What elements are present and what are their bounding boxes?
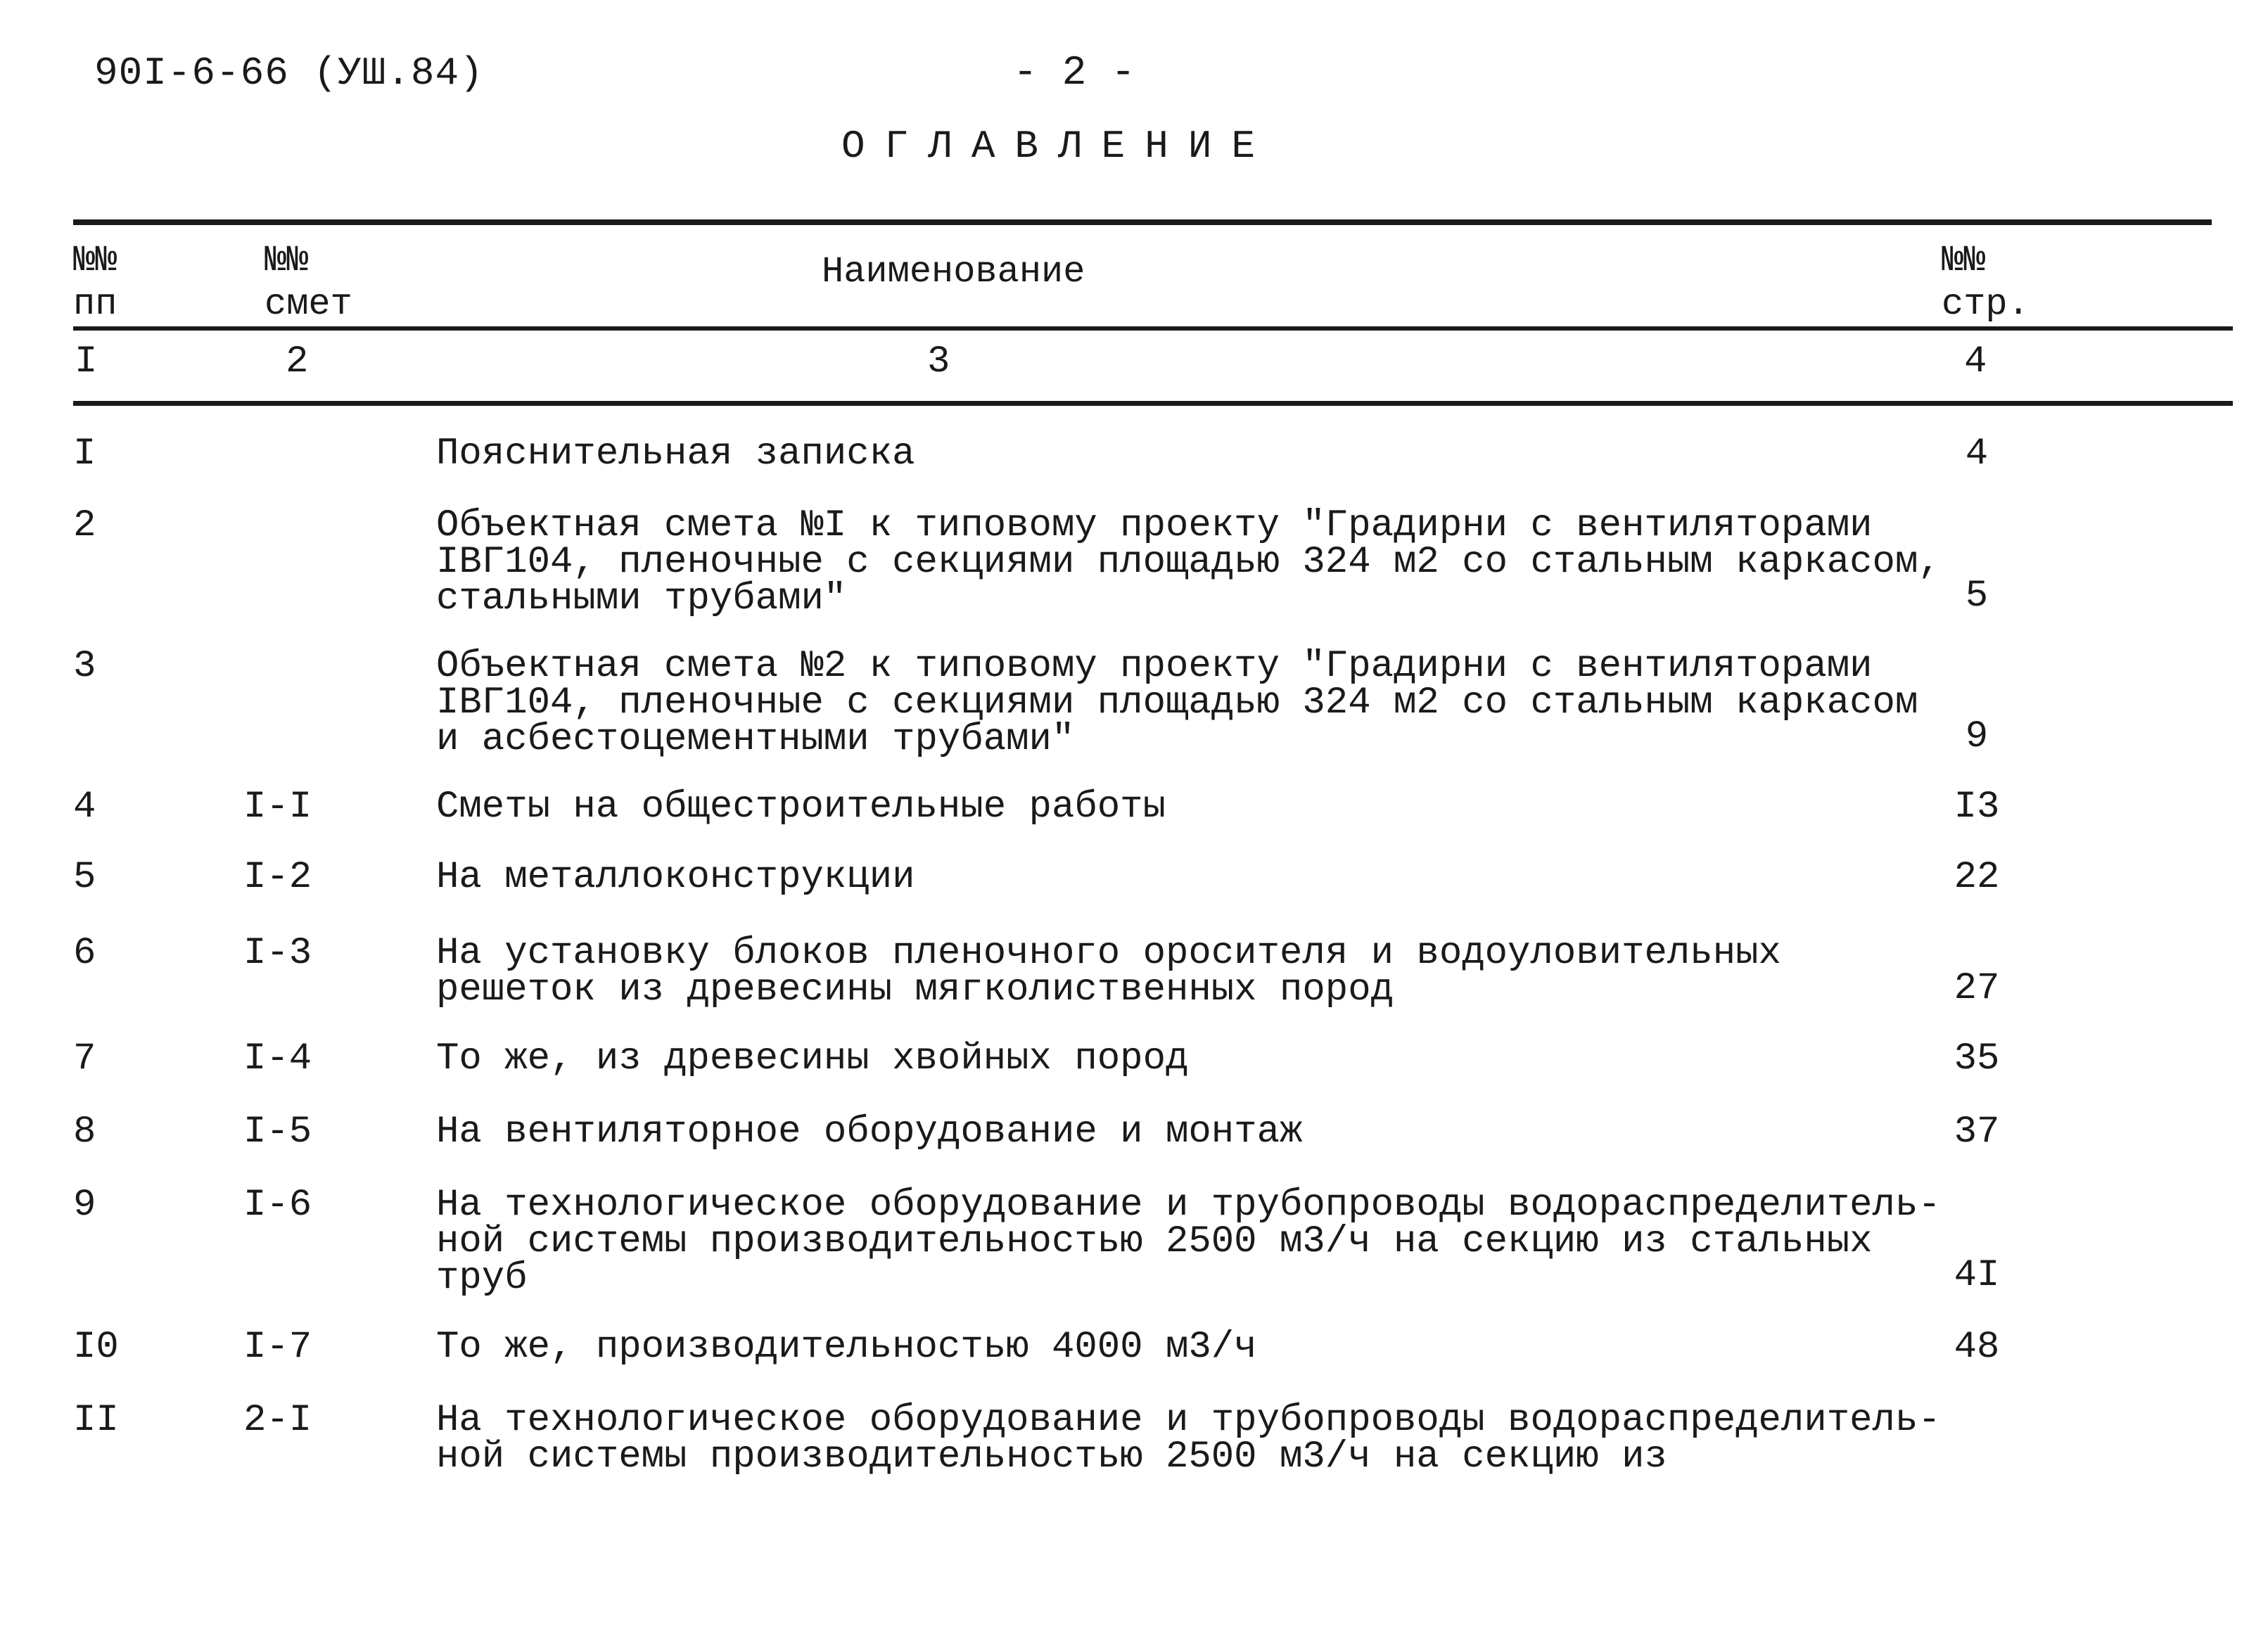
column-number-1: I <box>75 340 98 383</box>
row-estimate-number: I-6 <box>243 1184 312 1227</box>
row-estimate-number: I-4 <box>243 1037 312 1080</box>
header-col-page-line2: стр. <box>1942 283 2030 325</box>
column-number-2: 2 <box>286 340 309 383</box>
header-col-name-line1: Наименование <box>822 251 1085 293</box>
row-page-number: 37 <box>1954 1111 2000 1153</box>
row-title-line: Объектная смета №I к типовому проекту "Градирни с вентиляторами <box>436 504 1873 547</box>
row-title-line: То же, производительностью 4000 м3/ч <box>436 1326 1257 1369</box>
row-title-line: На установку блоков пленочного оросителя и водоуловительных <box>436 932 1781 975</box>
row-title-line: Сметы на общестроительные работы <box>436 786 1166 829</box>
row-title-line: решеток из древесины мягколиственных пород <box>436 969 1394 1011</box>
row-estimate-number: I-7 <box>243 1326 312 1369</box>
document-title: ОГЛАВЛЕНИЕ <box>841 124 1275 169</box>
row-title-line: ной системы производительностью 2500 м3/ч на секцию из стальных <box>436 1220 1873 1263</box>
row-title-line: Пояснительная записка <box>436 433 915 475</box>
page-number: - 2 - <box>1013 51 1136 96</box>
row-title <box>436 1111 1928 1153</box>
row-number: 3 <box>73 645 96 688</box>
row-title <box>436 1184 1941 1300</box>
row-page-number: 27 <box>1954 967 2000 1010</box>
row-title <box>436 504 1941 620</box>
header-col-page <box>1942 239 2030 326</box>
row-title <box>436 1399 1941 1478</box>
header-col-estimate <box>265 239 352 326</box>
row-page-number: I3 <box>1954 786 2000 829</box>
header-col-estimate-line2: смет <box>265 283 352 325</box>
header-col-number-line1: №№ <box>73 240 117 281</box>
row-title-line: То же, из древесины хвойных пород <box>436 1037 1189 1080</box>
row-title-line: и асбестоцементными трубами" <box>436 718 1075 761</box>
row-title-line: На технологическое оборудование и трубопроводы водораспределитель- <box>436 1399 1941 1442</box>
row-title <box>436 645 1928 761</box>
row-title-line: На технологическое оборудование и трубопроводы водораспределитель- <box>436 1184 1941 1227</box>
table-top-rule <box>73 219 2212 225</box>
row-title <box>436 856 1928 899</box>
row-estimate-number: I-5 <box>243 1111 312 1153</box>
row-number: II <box>73 1399 119 1442</box>
row-number: 8 <box>73 1111 96 1153</box>
header-col-page-line1: №№ <box>1942 240 1986 281</box>
row-number: 5 <box>73 856 96 899</box>
row-page-number: 4I <box>1954 1254 2000 1297</box>
row-title <box>436 1326 1928 1369</box>
row-title-line: IВГ104, пленочные с секциями площадью 324 м2 со стальным каркасом, <box>436 541 1941 584</box>
header-col-name <box>822 250 1085 294</box>
row-title-line: труб <box>436 1257 528 1300</box>
row-title-line: На вентиляторное оборудование и монтаж <box>436 1111 1303 1153</box>
column-number-3: 3 <box>927 340 950 383</box>
row-number: 9 <box>73 1184 96 1227</box>
row-estimate-number: I-I <box>243 786 312 829</box>
row-number: I0 <box>73 1326 119 1369</box>
row-number: I <box>73 433 96 475</box>
row-title <box>436 786 1928 829</box>
header-col-number <box>73 239 117 326</box>
row-number: 2 <box>73 504 96 547</box>
row-page-number: 9 <box>1965 715 1989 758</box>
row-page-number: 22 <box>1954 856 2000 899</box>
row-page-number: 4 <box>1965 433 1989 475</box>
row-title-line: ной системы производительностью 2500 м3/ч на секцию из <box>436 1436 1667 1478</box>
row-number: 6 <box>73 932 96 975</box>
document-code: 90I-6-66 (УШ.84) <box>94 51 484 96</box>
row-page-number: 35 <box>1954 1037 2000 1080</box>
column-number-4: 4 <box>1964 340 1987 383</box>
header-col-estimate-line1: №№ <box>265 240 309 281</box>
row-title <box>436 1037 1928 1080</box>
row-page-number: 48 <box>1954 1326 2000 1369</box>
table-bottom-rule <box>73 401 2233 406</box>
row-estimate-number: 2-I <box>243 1399 312 1442</box>
row-title <box>436 932 1928 1011</box>
row-number: 7 <box>73 1037 96 1080</box>
row-estimate-number: I-3 <box>243 932 312 975</box>
row-title <box>436 433 1928 475</box>
row-title-line: На металлоконструкции <box>436 856 915 899</box>
row-page-number: 5 <box>1965 575 1989 618</box>
header-col-number-line2: пп <box>73 283 117 325</box>
table-mid-rule <box>73 326 2233 331</box>
row-title-line: Объектная смета №2 к типовому проекту "Градирни с вентиляторами <box>436 645 1873 688</box>
row-estimate-number: I-2 <box>243 856 312 899</box>
row-title-line: IВГ104, пленочные с секциями площадью 324 м2 со стальным каркасом <box>436 682 1918 724</box>
row-title-line: стальными трубами" <box>436 577 847 620</box>
row-number: 4 <box>73 786 96 829</box>
